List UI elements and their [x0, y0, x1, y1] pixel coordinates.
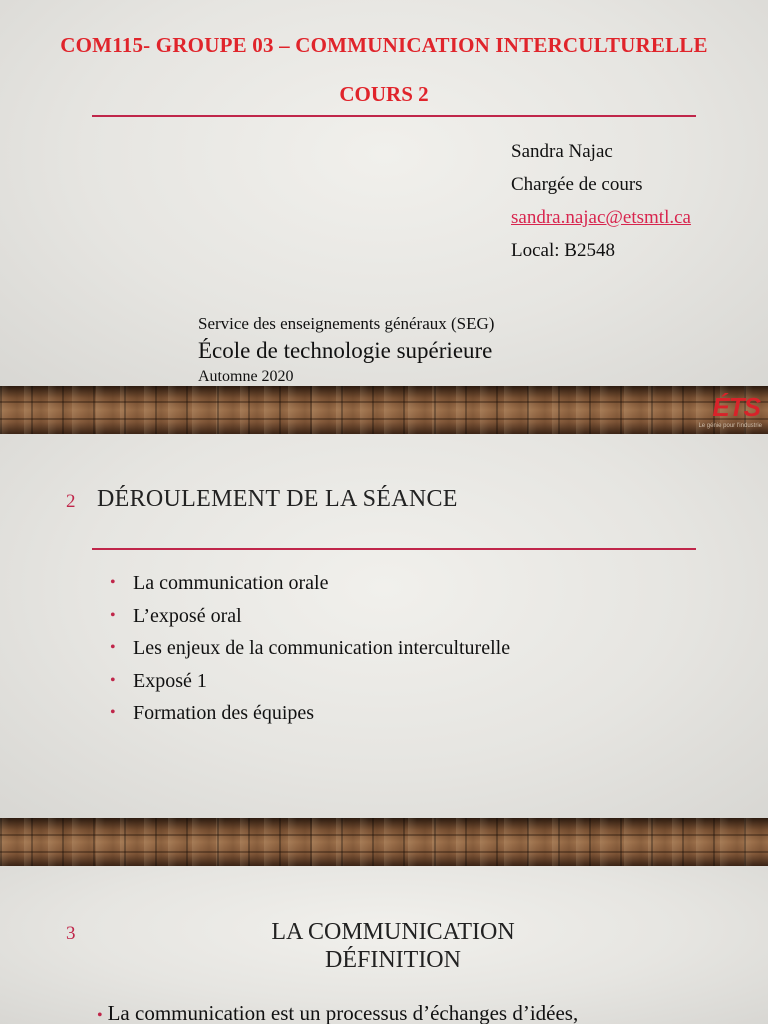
ets-logo: ÉTS	[712, 392, 760, 422]
list-item: • Les enjeux de la communication interculturelle	[110, 632, 510, 665]
bullet-icon: •	[110, 639, 116, 656]
title-divider	[92, 548, 696, 550]
wood-floor-band	[0, 818, 768, 866]
list-item: • Exposé 1	[110, 665, 510, 698]
bullet-icon: •	[97, 1007, 103, 1024]
instructor-name: Sandra Najac	[511, 141, 613, 162]
instructor-email[interactable]	[511, 207, 691, 229]
email-link[interactable]: sandra.najac@etsmtl.ca	[511, 207, 691, 228]
bullet-icon: •	[110, 574, 116, 591]
wood-floor-band	[0, 386, 768, 434]
list-item: • La communication orale	[110, 567, 510, 600]
semester-label: Automne 2020	[198, 368, 294, 385]
department-label: Service des enseignements généraux (SEG)	[198, 314, 495, 333]
slide-2-number: 2	[66, 491, 76, 512]
bullet-icon: •	[110, 704, 116, 721]
slide-1	[0, 0, 768, 386]
list-item: • Formation des équipes	[110, 697, 510, 730]
slide-3-number: 3	[66, 923, 76, 944]
ets-tagline: Le génie pour l'industrie	[698, 423, 762, 429]
school-name: École de technologie supérieure	[198, 338, 493, 363]
title-divider	[92, 115, 696, 117]
list-item: • L’exposé oral	[110, 600, 510, 633]
slide-1-subtitle: COURS 2	[339, 82, 429, 106]
slide-3-title: LA COMMUNICATION DÉFINITION	[271, 919, 515, 973]
slide-3	[0, 866, 768, 1024]
slide-2	[0, 434, 768, 818]
agenda-list	[110, 567, 510, 730]
bullet-icon: •	[110, 606, 116, 624]
instructor-role: Chargée de cours	[511, 174, 643, 195]
bullet-icon: •	[110, 671, 116, 689]
slide-3-body: • La communication est un processus d’échanges d’idées,	[97, 1001, 579, 1024]
slide-1-title: COM115- GROUPE 03 – COMMUNICATION INTERCULTURELLE	[60, 33, 708, 57]
instructor-local: Local: B2548	[511, 240, 615, 261]
slide-2-title: DÉROULEMENT DE LA SÉANCE	[97, 486, 458, 512]
